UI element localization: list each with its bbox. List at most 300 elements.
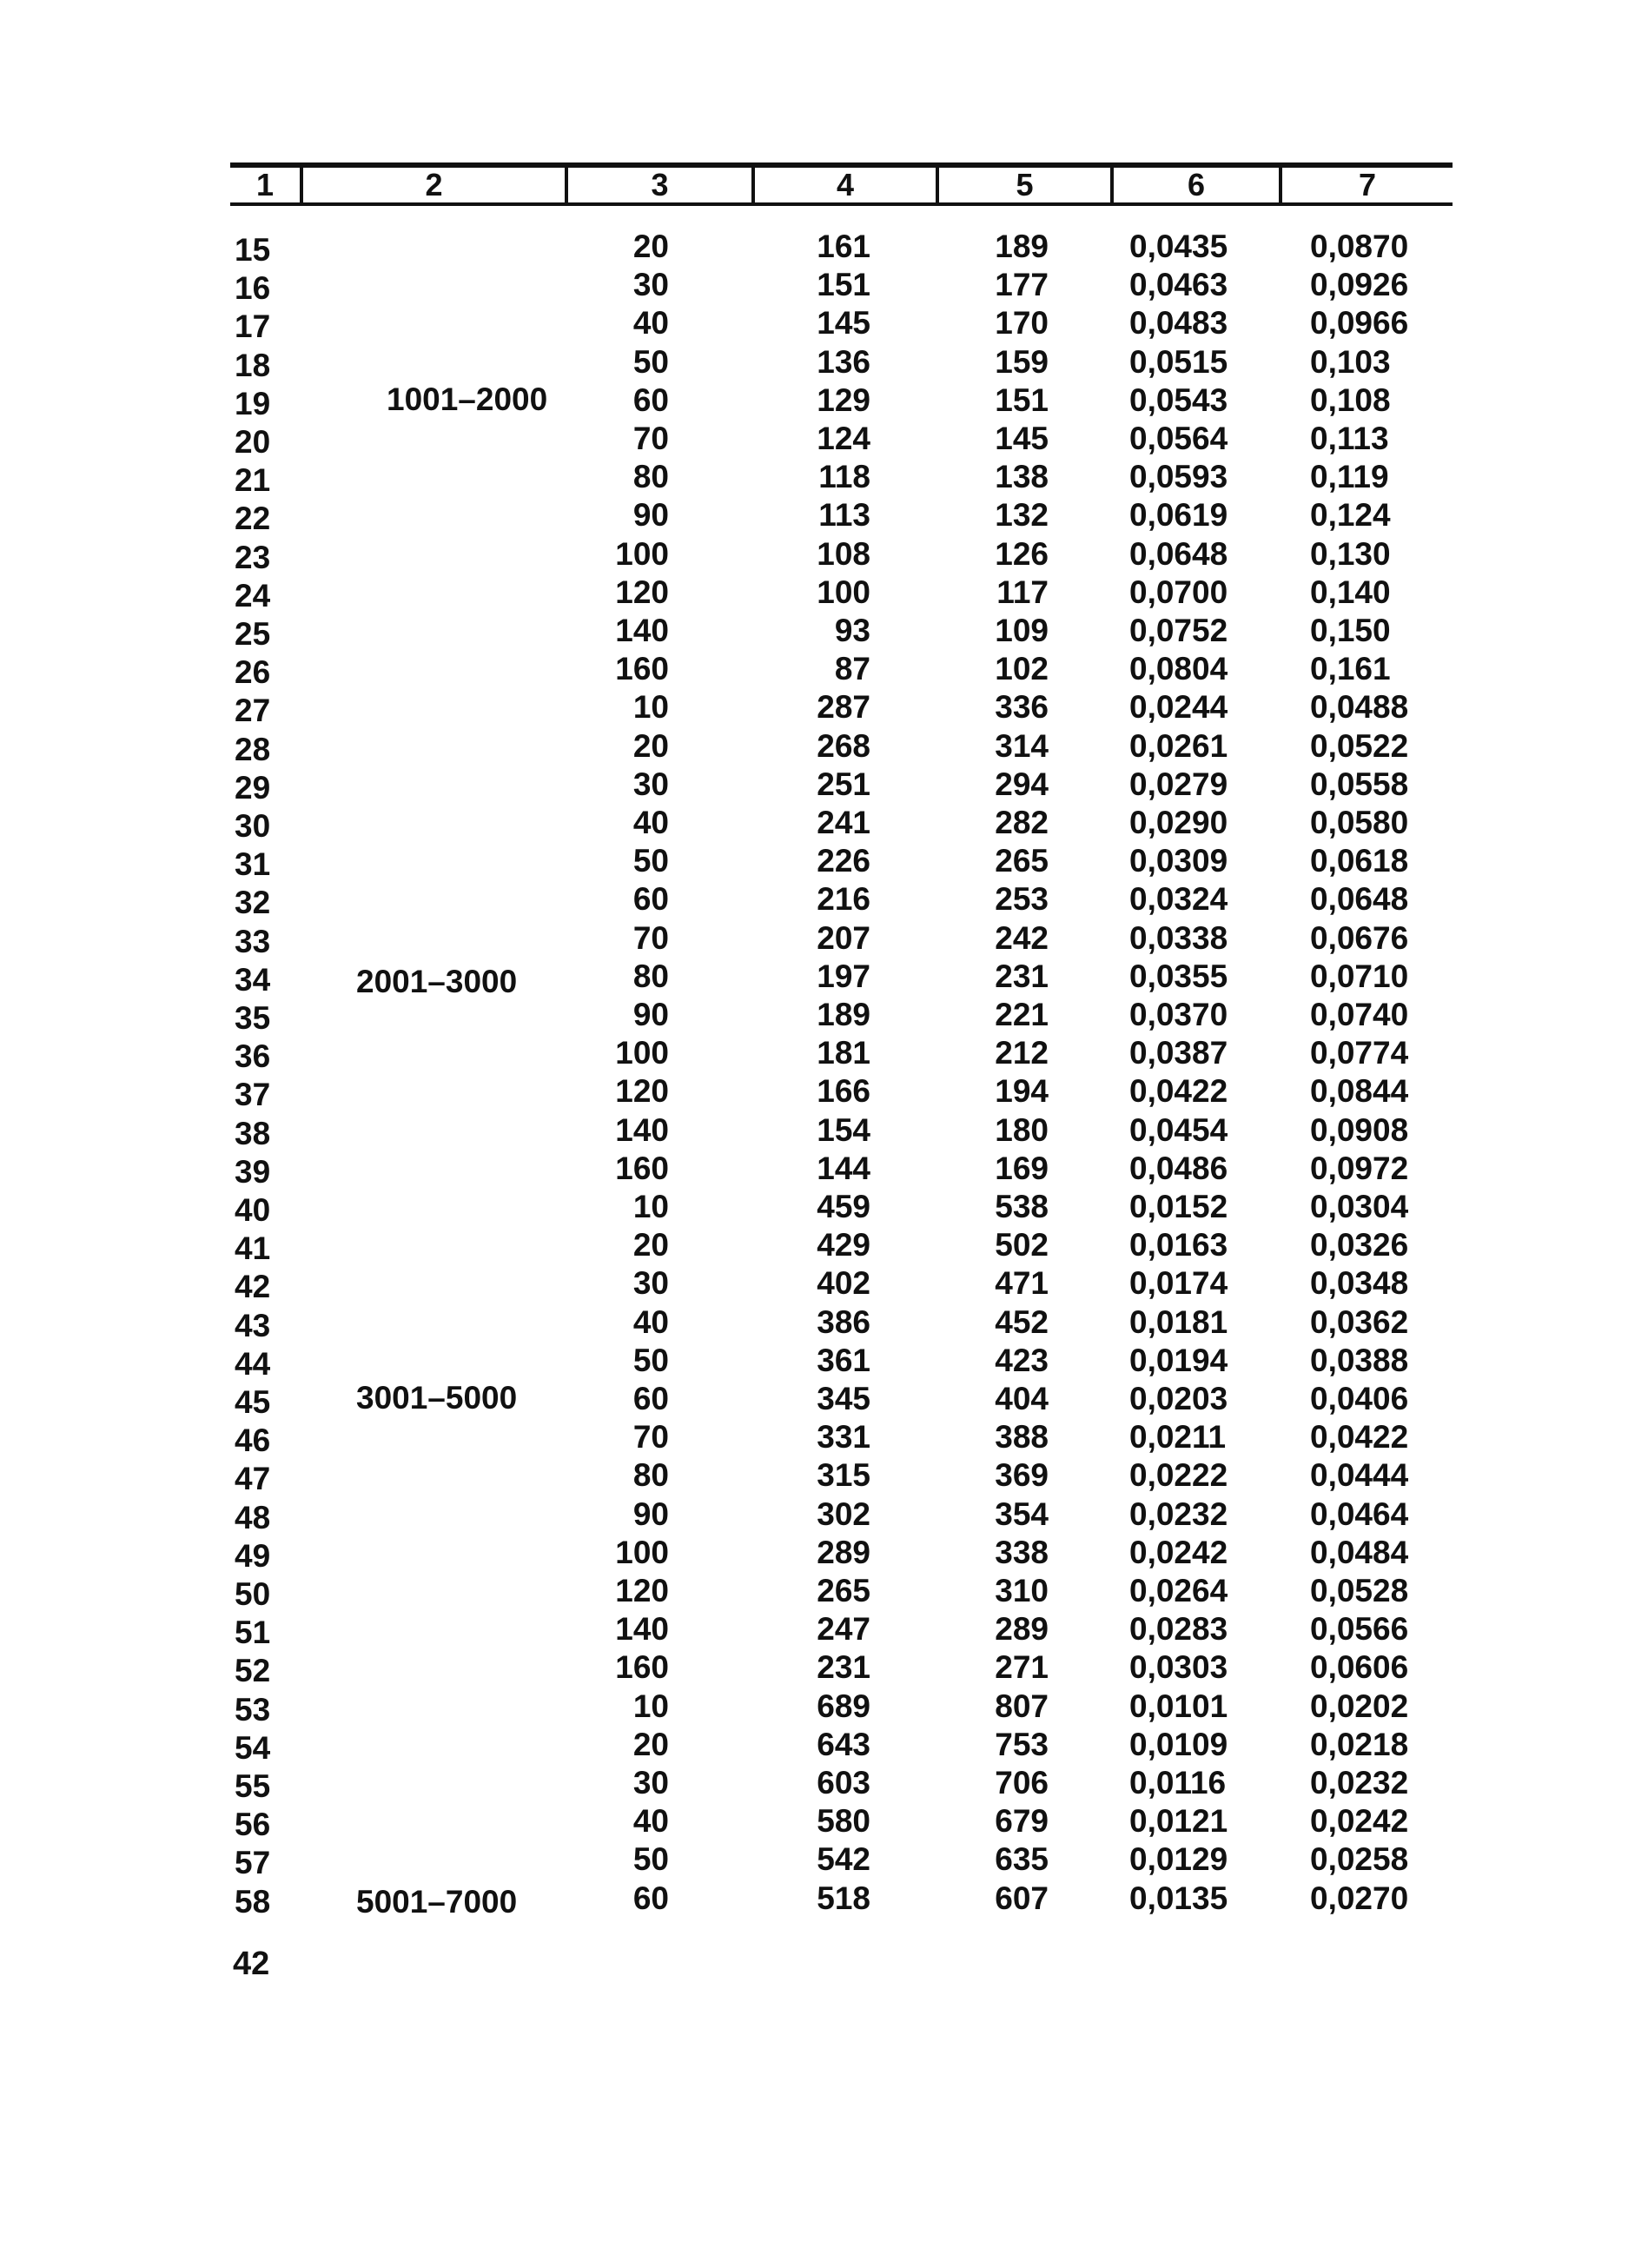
row-number: 37	[235, 1077, 271, 1112]
cell-col-4: 302	[817, 1496, 870, 1532]
cell-col-6: 0,0244	[1129, 689, 1228, 725]
table-row	[0, 804, 1628, 842]
row-number: 24	[235, 578, 271, 613]
table-row	[0, 1342, 1628, 1380]
cell-col-4: 518	[817, 1880, 870, 1916]
cell-col-6: 0,0619	[1129, 497, 1228, 533]
row-number: 30	[235, 808, 271, 844]
cell-col-5: 145	[995, 421, 1049, 456]
cell-col-5: 282	[995, 805, 1049, 840]
row-number: 26	[235, 654, 271, 690]
cell-col-5: 310	[995, 1573, 1049, 1608]
table-row	[0, 1726, 1628, 1764]
cell-col-6: 0,0109	[1129, 1727, 1228, 1762]
cell-col-6: 0,0116	[1129, 1765, 1227, 1800]
table-row	[0, 919, 1628, 958]
cell-col-7: 0,0362	[1310, 1304, 1409, 1340]
cell-col-5: 388	[995, 1419, 1049, 1455]
cell-col-7: 0,0304	[1310, 1189, 1409, 1224]
row-number: 56	[235, 1807, 271, 1842]
cell-col-3: 70	[632, 920, 669, 956]
cell-col-5: 679	[995, 1803, 1049, 1839]
row-number: 39	[235, 1154, 271, 1190]
cell-col-6: 0,0463	[1129, 267, 1228, 302]
table-row	[0, 727, 1628, 766]
cell-col-5: 354	[995, 1496, 1049, 1532]
row-number: 53	[235, 1692, 271, 1728]
cell-col-6: 0,0309	[1129, 843, 1228, 879]
cell-col-4: 429	[817, 1227, 870, 1263]
cell-col-3: 40	[632, 805, 669, 840]
cell-col-6: 0,0152	[1129, 1189, 1228, 1224]
cell-col-7: 0,0606	[1310, 1649, 1409, 1685]
table-row	[0, 458, 1628, 496]
cell-col-5: 294	[995, 766, 1049, 802]
cell-col-5: 180	[995, 1112, 1049, 1148]
cell-col-4: 580	[817, 1803, 870, 1839]
cell-col-3: 120	[615, 1073, 669, 1109]
cell-col-6: 0,0174	[1129, 1265, 1228, 1301]
row-number: 44	[235, 1346, 271, 1382]
cell-col-5: 231	[995, 958, 1049, 994]
cell-col-5: 126	[995, 536, 1049, 572]
table-row	[0, 1150, 1628, 1188]
cell-col-6: 0,0129	[1129, 1841, 1228, 1877]
cell-col-7: 0,0488	[1310, 689, 1409, 725]
group-label: 2001–3000	[356, 964, 518, 999]
table-row	[0, 612, 1628, 650]
row-number: 43	[235, 1308, 271, 1343]
cell-col-7: 0,0326	[1310, 1227, 1409, 1263]
table-row	[0, 343, 1628, 381]
cell-col-3: 40	[632, 1803, 669, 1839]
cell-col-7: 0,140	[1310, 574, 1391, 610]
cell-col-6: 0,0435	[1129, 229, 1228, 264]
cell-col-5: 117	[996, 574, 1049, 610]
cell-col-7: 0,130	[1310, 536, 1391, 572]
cell-col-7: 0,113	[1310, 421, 1389, 456]
cell-col-5: 423	[995, 1343, 1049, 1378]
cell-col-4: 93	[834, 613, 870, 648]
cell-col-3: 100	[615, 1535, 669, 1570]
cell-col-4: 207	[817, 920, 870, 956]
cell-col-5: 452	[995, 1304, 1049, 1340]
cell-col-7: 0,150	[1310, 613, 1391, 648]
cell-col-3: 90	[632, 997, 669, 1032]
table-row	[0, 1456, 1628, 1495]
cell-col-6: 0,0101	[1129, 1688, 1228, 1724]
cell-col-3: 50	[632, 344, 669, 380]
cell-col-7: 0,103	[1310, 344, 1391, 380]
row-number: 41	[235, 1230, 271, 1266]
row-number: 52	[235, 1653, 271, 1688]
cell-col-5: 471	[995, 1265, 1049, 1301]
cell-col-3: 70	[632, 421, 669, 456]
cell-col-6: 0,0700	[1129, 574, 1228, 610]
cell-col-6: 0,0648	[1129, 536, 1228, 572]
row-number: 18	[235, 348, 271, 383]
row-number: 20	[235, 424, 271, 460]
cell-col-4: 108	[817, 536, 870, 572]
cell-col-6: 0,0483	[1129, 305, 1228, 341]
page-number: 42	[233, 1946, 270, 1982]
cell-col-6: 0,0355	[1129, 958, 1228, 994]
cell-col-7: 0,0464	[1310, 1496, 1409, 1532]
cell-col-7: 0,0966	[1310, 305, 1409, 341]
cell-col-3: 60	[632, 1880, 669, 1916]
table-row	[0, 1610, 1628, 1648]
cell-col-5: 706	[995, 1765, 1049, 1800]
cell-col-4: 144	[817, 1151, 870, 1186]
table-row	[0, 650, 1628, 688]
cell-col-4: 129	[817, 382, 870, 418]
cell-col-6: 0,0135	[1129, 1880, 1228, 1916]
cell-col-7: 0,0406	[1310, 1381, 1409, 1416]
cell-col-7: 0,0258	[1310, 1841, 1409, 1877]
cell-col-4: 197	[817, 958, 870, 994]
cell-col-4: 231	[817, 1649, 870, 1685]
cell-col-7: 0,0348	[1310, 1265, 1409, 1301]
cell-col-6: 0,0593	[1129, 459, 1228, 494]
row-number: 51	[235, 1615, 271, 1650]
cell-col-3: 100	[615, 536, 669, 572]
cell-col-4: 265	[817, 1573, 870, 1608]
cell-col-5: 807	[995, 1688, 1049, 1724]
cell-col-4: 643	[817, 1727, 870, 1762]
cell-col-3: 20	[632, 728, 669, 764]
cell-col-6: 0,0211	[1129, 1419, 1227, 1455]
cell-col-6: 0,0203	[1129, 1381, 1228, 1416]
cell-col-4: 216	[817, 881, 870, 917]
cell-col-5: 289	[995, 1611, 1049, 1647]
cell-col-5: 109	[995, 613, 1049, 648]
cell-col-4: 386	[817, 1304, 870, 1340]
cell-col-6: 0,0163	[1129, 1227, 1228, 1263]
row-number: 57	[235, 1845, 271, 1880]
row-number: 15	[235, 232, 271, 268]
cell-col-5: 502	[995, 1227, 1049, 1263]
cell-col-5: 151	[995, 382, 1049, 418]
row-number: 34	[235, 962, 271, 998]
cell-col-3: 90	[632, 497, 669, 533]
cell-col-3: 40	[632, 305, 669, 341]
cell-col-3: 160	[615, 1649, 669, 1685]
cell-col-5: 159	[995, 344, 1049, 380]
cell-col-5: 336	[995, 689, 1049, 725]
cell-col-4: 241	[817, 805, 870, 840]
table-row	[0, 381, 1628, 420]
cell-col-4: 166	[817, 1073, 870, 1109]
row-number: 17	[235, 308, 271, 344]
row-number: 48	[235, 1500, 271, 1535]
table-row	[0, 574, 1628, 612]
cell-col-4: 459	[817, 1189, 870, 1224]
cell-col-7: 0,0844	[1310, 1073, 1409, 1109]
row-number: 54	[235, 1730, 271, 1766]
cell-col-4: 289	[817, 1535, 870, 1570]
cell-col-3: 160	[615, 651, 669, 686]
cell-col-3: 80	[632, 459, 669, 494]
row-number: 23	[235, 540, 271, 575]
table-row	[0, 1380, 1628, 1418]
cell-col-3: 10	[632, 1189, 669, 1224]
cell-col-7: 0,0270	[1310, 1880, 1409, 1916]
table-row	[0, 1495, 1628, 1534]
cell-col-7: 0,0774	[1310, 1035, 1409, 1071]
cell-col-5: 253	[995, 881, 1049, 917]
table-row	[0, 496, 1628, 534]
cell-col-7: 0,0232	[1310, 1765, 1409, 1800]
column-header-7: 7	[1358, 167, 1377, 202]
cell-col-6: 0,0387	[1129, 1035, 1228, 1071]
cell-col-7: 0,0710	[1310, 958, 1409, 994]
cell-col-3: 10	[632, 1688, 669, 1724]
group-label: 5001–7000	[356, 1884, 518, 1920]
row-number: 33	[235, 924, 271, 959]
cell-col-3: 10	[632, 689, 669, 725]
cell-col-3: 90	[632, 1496, 669, 1532]
cell-col-4: 268	[817, 728, 870, 764]
cell-col-3: 50	[632, 1841, 669, 1877]
cell-col-4: 331	[817, 1419, 870, 1455]
cell-col-4: 361	[817, 1343, 870, 1378]
row-number: 21	[235, 462, 271, 498]
cell-col-6: 0,0283	[1129, 1611, 1228, 1647]
cell-col-3: 50	[632, 1343, 669, 1378]
cell-col-3: 100	[615, 1035, 669, 1071]
row-number: 29	[235, 770, 271, 806]
row-number: 22	[235, 501, 271, 536]
cell-col-4: 315	[817, 1457, 870, 1493]
cell-col-5: 271	[995, 1649, 1049, 1685]
cell-col-3: 30	[632, 1765, 669, 1800]
cell-col-7: 0,0484	[1310, 1535, 1409, 1570]
row-number: 36	[235, 1038, 271, 1074]
cell-col-4: 161	[817, 229, 870, 264]
cell-col-4: 287	[817, 689, 870, 725]
cell-col-7: 0,0740	[1310, 997, 1409, 1032]
group-label: 3001–5000	[356, 1380, 518, 1416]
row-number: 31	[235, 846, 271, 882]
cell-col-6: 0,0564	[1129, 421, 1228, 456]
table-row	[0, 1226, 1628, 1264]
row-number: 38	[235, 1116, 271, 1151]
row-number: 55	[235, 1768, 271, 1804]
cell-col-5: 221	[995, 997, 1049, 1032]
table-row	[0, 842, 1628, 880]
table-row	[0, 1034, 1628, 1072]
cell-col-3: 30	[632, 1265, 669, 1301]
cell-col-6: 0,0303	[1129, 1649, 1228, 1685]
cell-col-4: 542	[817, 1841, 870, 1877]
cell-col-3: 20	[632, 1227, 669, 1263]
row-number: 25	[235, 616, 271, 652]
row-number: 45	[235, 1384, 271, 1420]
cell-col-4: 402	[817, 1265, 870, 1301]
cell-col-3: 140	[615, 613, 669, 648]
row-number: 19	[235, 386, 271, 421]
cell-col-3: 80	[632, 1457, 669, 1493]
table-row	[0, 304, 1628, 342]
cell-col-5: 189	[995, 229, 1049, 264]
group-label: 1001–2000	[387, 381, 548, 417]
cell-col-6: 0,0279	[1129, 766, 1228, 802]
table-row	[0, 1802, 1628, 1840]
cell-col-4: 247	[817, 1611, 870, 1647]
row-number: 42	[235, 1269, 271, 1304]
cell-col-5: 177	[995, 267, 1049, 302]
cell-col-3: 80	[632, 958, 669, 994]
table-row	[0, 1111, 1628, 1150]
cell-col-6: 0,0515	[1129, 344, 1228, 380]
cell-col-5: 635	[995, 1841, 1049, 1877]
table-row	[0, 1072, 1628, 1111]
cell-col-5: 169	[995, 1151, 1049, 1186]
table-row	[0, 1534, 1628, 1572]
cell-col-5: 753	[995, 1727, 1049, 1762]
row-number: 35	[235, 1000, 271, 1036]
cell-col-3: 20	[632, 229, 669, 264]
cell-col-7: 0,0444	[1310, 1457, 1409, 1493]
cell-col-6: 0,0222	[1129, 1457, 1228, 1493]
row-number: 16	[235, 270, 271, 306]
cell-col-6: 0,0752	[1129, 613, 1228, 648]
cell-col-6: 0,0261	[1129, 728, 1228, 764]
cell-col-4: 345	[817, 1381, 870, 1416]
column-header-5: 5	[1016, 167, 1034, 202]
cell-col-4: 251	[817, 766, 870, 802]
cell-col-7: 0,0522	[1310, 728, 1409, 764]
row-number: 46	[235, 1422, 271, 1458]
cell-col-4: 181	[817, 1035, 870, 1071]
cell-col-7: 0,0648	[1310, 881, 1409, 917]
cell-col-5: 338	[995, 1535, 1049, 1570]
row-number: 49	[235, 1538, 271, 1574]
cell-col-3: 30	[632, 766, 669, 802]
cell-col-7: 0,0676	[1310, 920, 1409, 956]
cell-col-4: 113	[818, 497, 870, 533]
cell-col-7: 0,0926	[1310, 267, 1409, 302]
cell-col-6: 0,0370	[1129, 997, 1228, 1032]
table-row	[0, 1840, 1628, 1879]
cell-col-3: 30	[632, 267, 669, 302]
cell-col-3: 140	[615, 1112, 669, 1148]
table-row	[0, 420, 1628, 458]
cell-col-6: 0,0121	[1129, 1803, 1228, 1839]
column-header-1: 1	[255, 167, 275, 202]
cell-col-7: 0,0908	[1310, 1112, 1409, 1148]
cell-col-6: 0,0454	[1129, 1112, 1228, 1148]
cell-col-7: 0,119	[1310, 459, 1389, 494]
row-number: 58	[235, 1884, 271, 1920]
cell-col-3: 70	[632, 1419, 669, 1455]
cell-col-4: 118	[818, 459, 870, 494]
cell-col-3: 50	[632, 843, 669, 879]
cell-col-6: 0,0324	[1129, 881, 1228, 917]
cell-col-4: 689	[817, 1688, 870, 1724]
table-row	[0, 535, 1628, 574]
column-header-4: 4	[836, 167, 855, 202]
cell-col-3: 120	[615, 1573, 669, 1608]
table-row	[0, 958, 1628, 996]
cell-col-7: 0,0202	[1310, 1688, 1409, 1724]
cell-col-5: 194	[995, 1073, 1049, 1109]
cell-col-5: 102	[995, 651, 1049, 686]
table-row	[0, 766, 1628, 804]
cell-col-4: 100	[817, 574, 870, 610]
cell-col-6: 0,0486	[1129, 1151, 1228, 1186]
cell-col-7: 0,0422	[1310, 1419, 1409, 1455]
cell-col-6: 0,0242	[1129, 1535, 1228, 1570]
table-row	[0, 1418, 1628, 1456]
table-row	[0, 266, 1628, 304]
cell-col-7: 0,0870	[1310, 229, 1409, 264]
cell-col-4: 603	[817, 1765, 870, 1800]
table-row	[0, 1188, 1628, 1226]
column-header-2: 2	[425, 167, 443, 202]
row-number: 47	[235, 1461, 271, 1496]
cell-col-3: 60	[632, 881, 669, 917]
cell-col-3: 120	[615, 574, 669, 610]
row-number: 28	[235, 732, 271, 767]
row-number: 50	[235, 1576, 271, 1612]
table-row	[0, 1880, 1628, 1918]
cell-col-5: 138	[995, 459, 1049, 494]
cell-col-6: 0,0264	[1129, 1573, 1228, 1608]
cell-col-7: 0,0972	[1310, 1151, 1409, 1186]
table-row	[0, 688, 1628, 726]
cell-col-6: 0,0232	[1129, 1496, 1228, 1532]
cell-col-7: 0,0218	[1310, 1727, 1409, 1762]
cell-col-3: 160	[615, 1151, 669, 1186]
cell-col-5: 314	[995, 728, 1049, 764]
cell-col-5: 242	[995, 920, 1049, 956]
cell-col-7: 0,0558	[1310, 766, 1409, 802]
table-row	[0, 1688, 1628, 1726]
cell-col-6: 0,0290	[1129, 805, 1228, 840]
cell-col-6: 0,0181	[1129, 1304, 1228, 1340]
cell-col-4: 189	[817, 997, 870, 1032]
cell-col-3: 60	[632, 382, 669, 418]
cell-col-4: 226	[817, 843, 870, 879]
row-number: 27	[235, 693, 271, 728]
cell-col-7: 0,124	[1310, 497, 1391, 533]
cell-col-6: 0,0194	[1129, 1343, 1228, 1378]
table-row	[0, 1764, 1628, 1802]
cell-col-7: 0,0618	[1310, 843, 1409, 879]
table-row	[0, 1648, 1628, 1687]
cell-col-3: 20	[632, 1727, 669, 1762]
cell-col-3: 40	[632, 1304, 669, 1340]
table-row	[0, 228, 1628, 266]
table-row	[0, 996, 1628, 1034]
cell-col-5: 170	[995, 305, 1049, 341]
cell-col-5: 607	[995, 1880, 1049, 1916]
cell-col-6: 0,0422	[1129, 1073, 1228, 1109]
table-row	[0, 1303, 1628, 1342]
column-header-3: 3	[651, 167, 669, 202]
cell-col-7: 0,0566	[1310, 1611, 1409, 1647]
cell-col-5: 265	[995, 843, 1049, 879]
cell-col-4: 136	[817, 344, 870, 380]
cell-col-5: 132	[995, 497, 1049, 533]
row-number: 40	[235, 1192, 271, 1228]
cell-col-6: 0,0543	[1129, 382, 1228, 418]
cell-col-7: 0,0528	[1310, 1573, 1409, 1608]
cell-col-4: 151	[817, 267, 870, 302]
row-number: 32	[235, 885, 271, 920]
cell-col-4: 154	[817, 1112, 870, 1148]
